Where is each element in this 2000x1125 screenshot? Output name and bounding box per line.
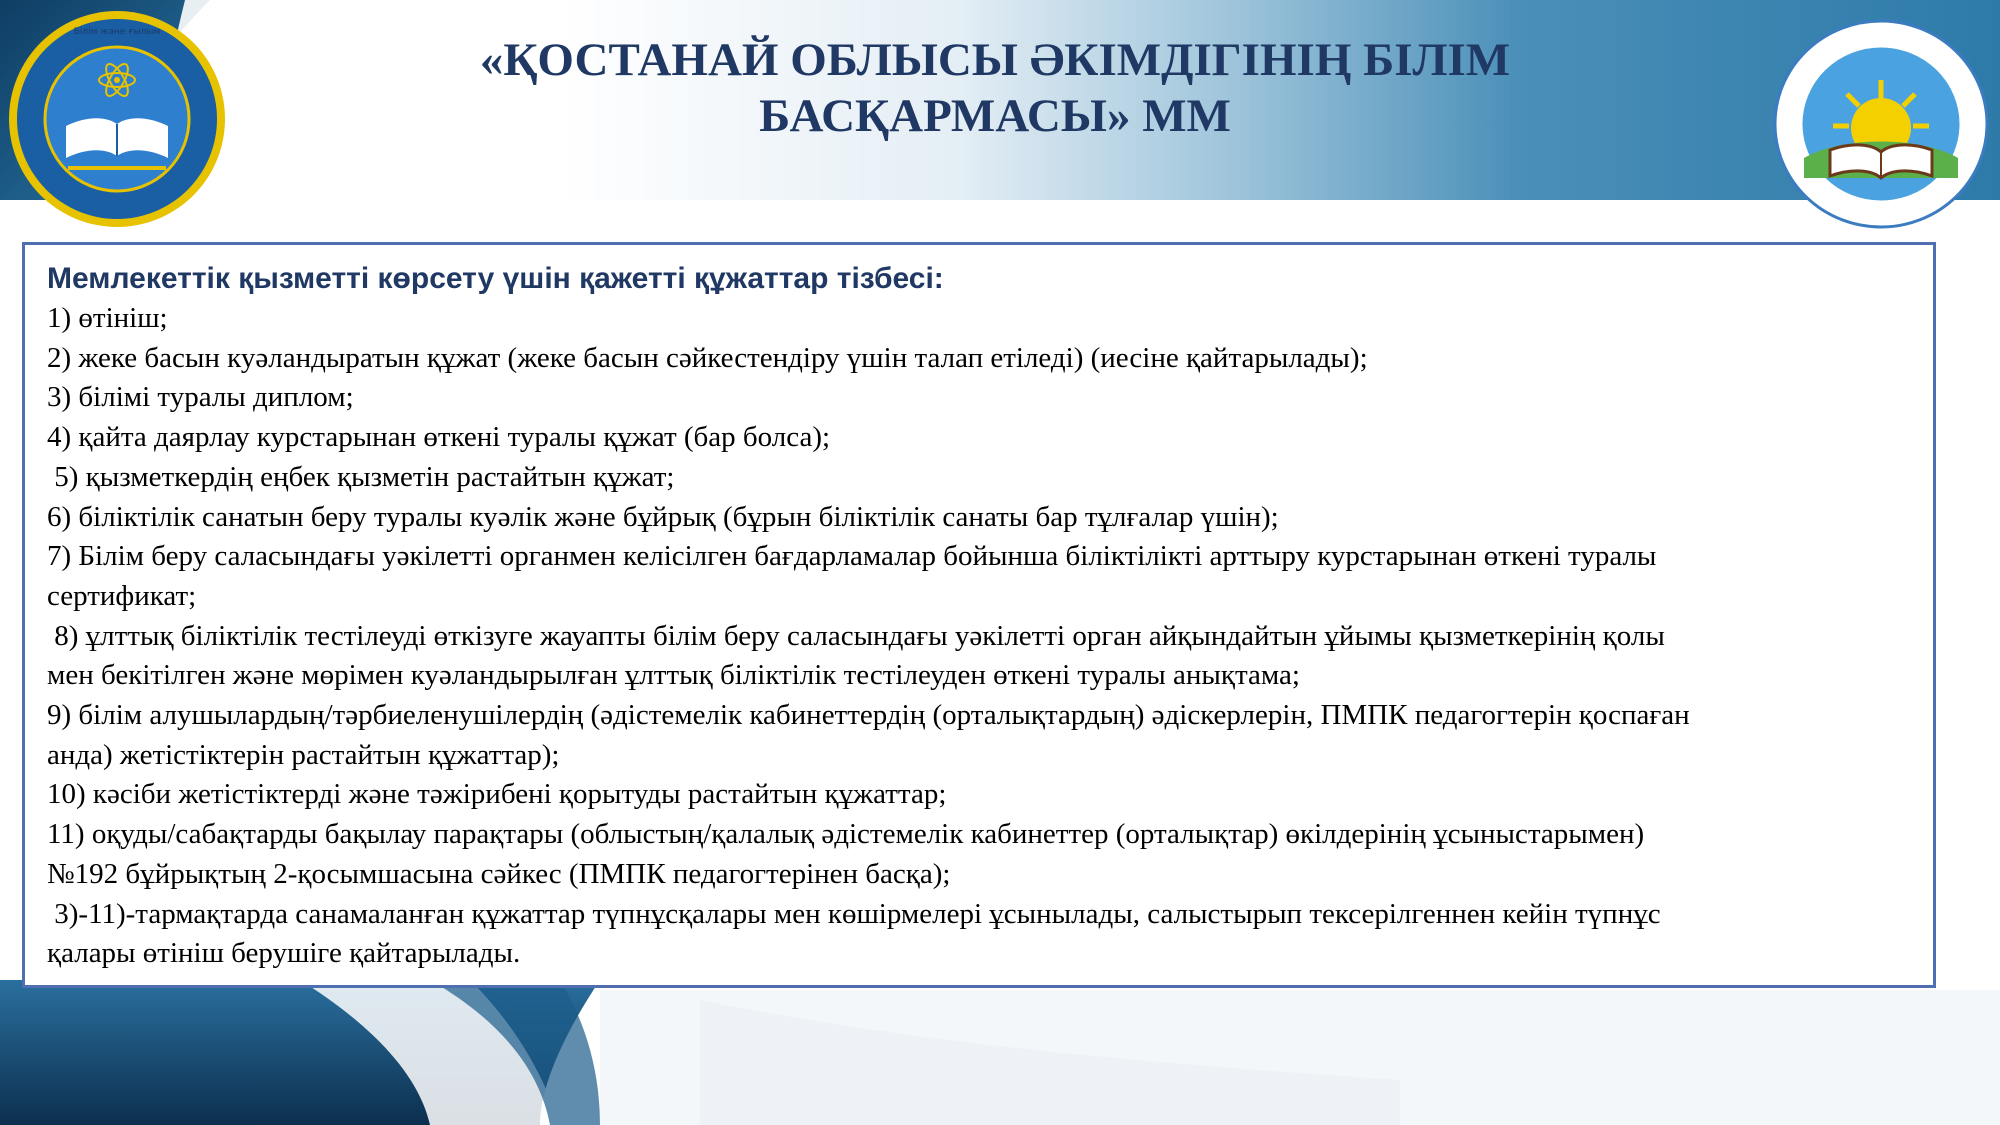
list-item: 7) Білім беру саласындағы уәкілетті органмен келісілген бағдарламалар бойынша біліктілікті арттыру курстарынан өткені туралы: [47, 540, 1657, 573]
list-item: 11) оқуды/сабақтарды бақылау парақтары (облыстың/қалалық әдістемелік кабинеттер (орталықтар) өкілдерінің ұсыныстарымен): [47, 818, 1645, 851]
page-title: [420, 32, 1570, 144]
list-item: 9) білім алушылардың/тәрбиеленушілердің (әдістемелік кабинеттердің (орталықтардың) әдіскерлерін, ПМПК педагогтерін қоспаған: [47, 699, 1690, 732]
list-item: мен бекітілген және мөрімен куәландырылған ұлттық біліктілік тестілеуден өткені туралы анықтама;: [47, 659, 1300, 692]
list-item: анда) жетістіктерін растайтын құжаттар);: [47, 738, 560, 771]
documents-list-box: [22, 242, 1936, 988]
list-item: 6) біліктілік санатын беру туралы куәлік және бұйрық (бұрын біліктілік санаты бар тұлғалар үшін);: [47, 500, 1279, 533]
title-line-1: «ҚОСТАНАЙ ОБЛЫСЫ ӘКІМДІГІНІҢ БІЛІМ: [479, 34, 1511, 86]
list-item: №192 бұйрықтың 2-қосымшасына сәйкес (ПМПК педагогтерінен басқа);: [47, 857, 951, 890]
list-item: 8) ұлттық біліктілік тестілеуді өткізуге жауапты білім беру саласындағы уәкілетті орган айқындайтын ұйымы қызметкерінің қолы: [47, 619, 1665, 652]
ministry-emblem-icon: [6, 8, 228, 230]
list-item: 1) өтініш;: [47, 302, 168, 334]
kostanay-education-emblem-icon: [1772, 18, 1990, 230]
list-item: қалары өтініш берушіге қайтарылады.: [47, 937, 521, 970]
list-item: 2) жеке басын куәландыратын құжат (жеке басын сәйкестендіру үшін талап етіледі) (иесіне қайтарылады);: [47, 341, 1368, 374]
list-item: сертификат;: [47, 579, 197, 612]
title-line-2: БАСҚАРМАСЫ» ММ: [759, 90, 1231, 142]
documents-heading: Мемлекеттік қызметті көрсету үшін қажетті құжаттар тізбесі:: [47, 262, 944, 295]
list-item: 10) кәсіби жетістіктерді және тәжірибені қорытуды растайтын құжаттар;: [47, 778, 947, 811]
list-item: 4) қайта даярлау курстарынан өткені туралы құжат (бар болса);: [47, 421, 831, 454]
svg-text:Білім және ғылым: Білім және ғылым: [73, 27, 161, 37]
list-item: 3)-11)-тармақтарда санамаланған құжаттар түпнұсқалары мен көшірмелері ұсынылады, салыстырып тексерілгеннен кейін түпнұс: [47, 897, 1661, 930]
list-item: 5) қызметкердің еңбек қызметін растайтын құжат;: [47, 460, 675, 493]
list-item: 3) білімі туралы диплом;: [47, 381, 354, 414]
